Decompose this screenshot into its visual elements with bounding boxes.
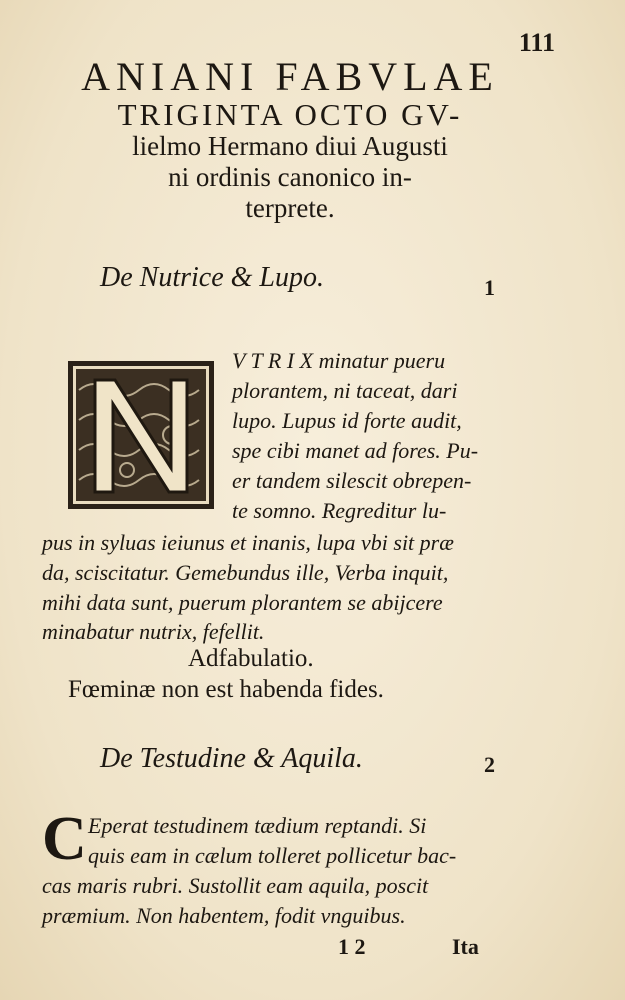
moral-text: Fœminæ non est habenda fides. xyxy=(68,676,384,703)
drop-cap: C xyxy=(42,805,87,873)
fable-2-line: præmium. Non habentem, fodit vnguibus. xyxy=(42,903,406,928)
page-number: 111 xyxy=(518,28,555,57)
fable-1-line: pus in syluas ieiunus et inanis, lupa vbi sit præ xyxy=(42,530,454,555)
fable-1-line: V T R I X minatur pueru xyxy=(232,348,446,373)
title-line-5: terprete. xyxy=(245,193,335,223)
title-line-3: lielmo Hermano diui Augusti xyxy=(132,131,448,161)
fable-1-heading: De Nutrice & Lupo. xyxy=(100,262,324,293)
fable-1-line: te somno. Regreditur lu- xyxy=(232,498,447,523)
title-line-4: ni ordinis canonico in- xyxy=(168,162,412,192)
fable-1-line: spe cibi manet ad fores. Pu- xyxy=(232,438,479,463)
title-line-2: TRIGINTA OCTO GV- xyxy=(117,97,463,132)
fable-1-line: lupo. Lupus id forte audit, xyxy=(232,408,462,433)
signature-mark: 1 2 xyxy=(338,934,366,959)
fable-1-line: er tandem silescit obrepen- xyxy=(232,468,472,493)
fable-2-line: Eperat testudinem tædium reptandi. Si xyxy=(88,813,427,838)
fable-2-line: quis eam in cælum tolleret pollicetur bac- xyxy=(88,843,457,868)
moral-title: Adfabulatio. xyxy=(188,645,314,672)
catchword: Ita xyxy=(452,934,479,959)
title-line-1: ANIANI FABVLAE xyxy=(81,54,499,99)
decorated-initial-n-icon xyxy=(67,360,215,510)
fable-1-line: minabatur nutrix, fefellit. xyxy=(42,619,265,644)
fable-1-line: plorantem, ni taceat, dari xyxy=(232,378,458,403)
fable-2-number: 2 xyxy=(484,752,495,777)
fable-1-line: mihi data sunt, puerum plorantem se abijcere xyxy=(42,590,443,615)
fable-2-line: cas maris rubri. Sustollit eam aquila, poscit xyxy=(42,873,429,898)
fable-2-heading: De Testudine & Aquila. xyxy=(100,743,363,774)
fable-1-number: 1 xyxy=(484,275,495,300)
fable-1-line: da, sciscitatur. Gemebundus ille, Verba inquit, xyxy=(42,560,449,585)
title-block xyxy=(40,55,540,224)
